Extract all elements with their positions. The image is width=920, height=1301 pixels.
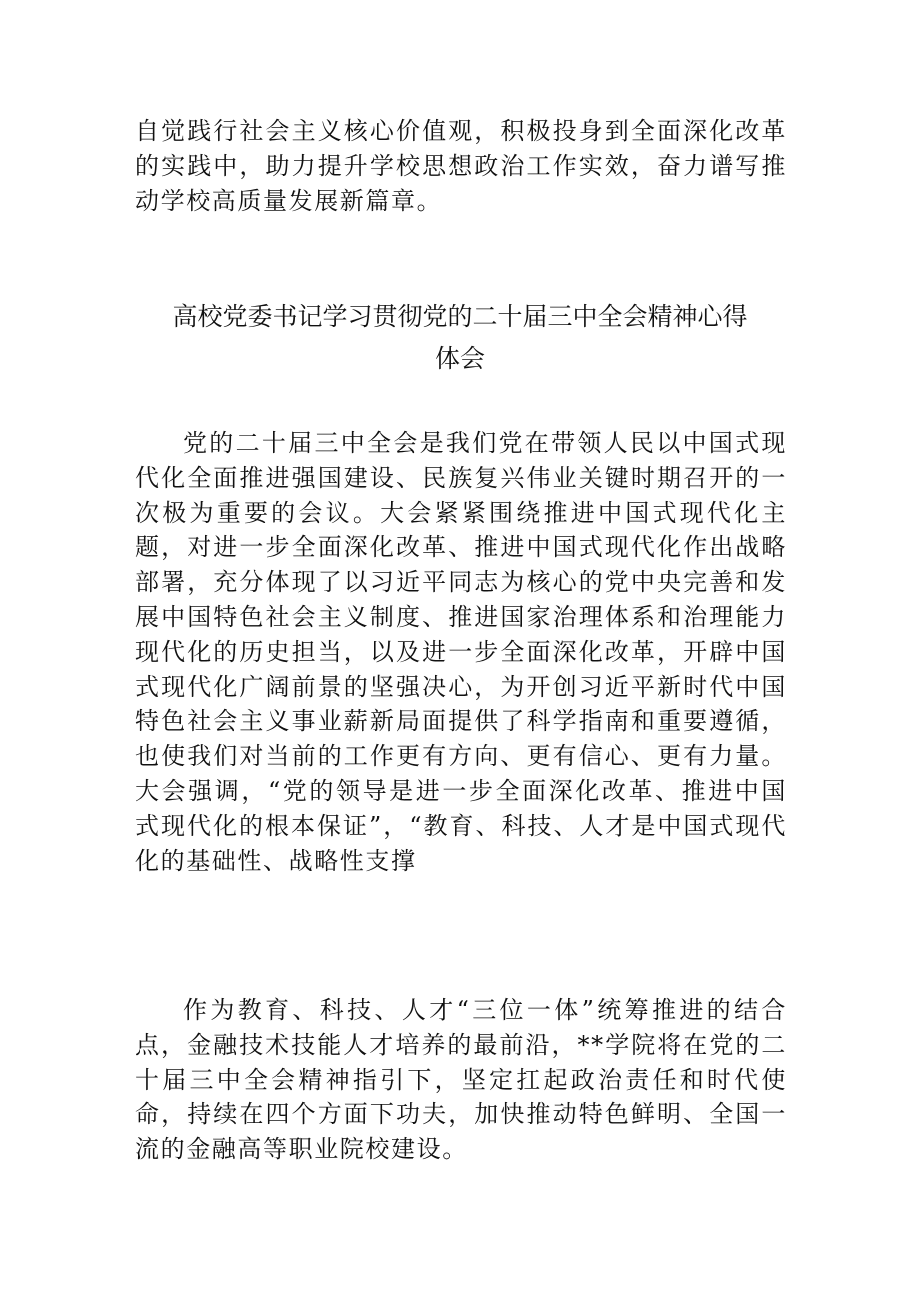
body-paragraph-1: 党的二十届三中全会是我们党在带领人民以中国式现代化全面推进强国建设、民族复兴伟业关键时期召开的一次极为重要的会议。大会紧紧围绕推进中国式现代化主题，对进一步全面深化改革、推进中国式现代化作出战略部署，充分体现了以习近平同志为核心的党中央完善和发展中国特色社会主义制度、推进国家治理体系和治理能力现代化的历史担当，以及进一步全面深化改革，开辟中国式现代化广阔前景的坚强决心，为开创习近平新时代中国特色社会主义事业薪新局面提供了科学指南和重要遵循，也使我们对当前的工作更有方向、更有信心、更有力量。大会强调，“党的领导是进一步全面深化改革、推进中国式现代化的根本保证”，“教育、科技、人才是中国式现代化的基础性、战略性支撑 xyxy=(135,429,787,875)
title-line-1: 高校党委书记学习贯彻党的二十届三中全会精神心得 xyxy=(172,302,748,331)
article-title xyxy=(150,296,770,380)
title-line-2: 体会 xyxy=(434,344,485,373)
continuation-paragraph: 自觉践行社会主义核心价值观，积极投身到全面深化改革的实践中，助力提升学校思想政治工作实效，奋力谱写推动学校高质量发展新篇章。 xyxy=(135,117,787,215)
body-paragraph-2: 作为教育、科技、人才“三位一体”统筹推进的结合点，金融技术技能人才培养的最前沿，**学院将在党的二十届三中全会精神指引下，坚定扛起政治责任和时代使命，持续在四个方面下功夫，加快推动特色鲜明、全国一流的金融高等职业院校建设。 xyxy=(135,996,787,1164)
